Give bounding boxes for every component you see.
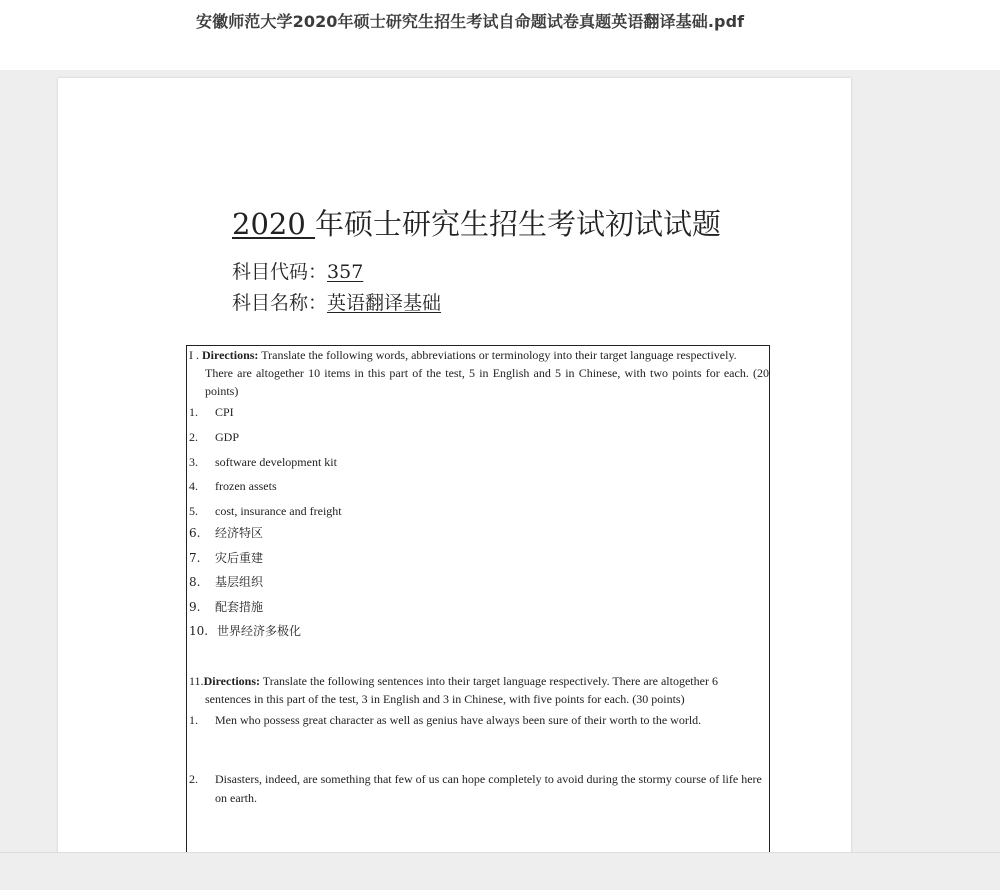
list-item — [189, 770, 767, 808]
item-number: 6. — [189, 526, 201, 540]
heading-text: 年硕士研究生招生考试初试试题 — [315, 207, 722, 241]
list-item — [189, 573, 767, 592]
title-bar — [0, 0, 1000, 70]
list-item — [189, 428, 767, 447]
item-number: 1. — [189, 713, 198, 727]
document-heading — [232, 202, 721, 243]
section2-directions-line2: sentences in this part of the test, 3 in English and 3 in Chinese, with five points for each. (30 points) — [205, 692, 685, 706]
list-item — [189, 403, 767, 422]
item-text: 基层组织 — [215, 575, 264, 589]
section2-directions-line1: Translate the following sentences into their target language respectively. There are altogether 6 — [260, 674, 718, 688]
item-text: Men who possess great character as well as genius have always been sure of their worth to the world. — [215, 713, 702, 727]
section1-directions — [189, 346, 769, 400]
pdf-viewer[interactable] — [0, 70, 1000, 852]
subject-code-label: 科目代码： — [232, 261, 328, 283]
list-item — [189, 549, 767, 568]
pdf-page — [58, 78, 851, 852]
item-number: 8. — [189, 575, 201, 589]
item-number: 1. — [189, 405, 198, 419]
list-item — [189, 477, 767, 496]
subject-code-value: 357 — [327, 261, 364, 283]
section1-directions-label: Directions: — [202, 348, 259, 362]
section1-directions-line1: Translate the following words, abbreviations or terminology into their target language respectively. — [258, 348, 737, 362]
subject-name — [232, 288, 441, 315]
heading-year: 2020 — [232, 207, 316, 241]
item-text: 经济特区 — [215, 526, 264, 540]
item-number: 5. — [189, 504, 198, 518]
item-number: 2. — [189, 772, 198, 786]
bottom-bar — [0, 852, 1000, 890]
subject-name-value: 英语翻译基础 — [327, 292, 442, 314]
item-number: 9. — [189, 600, 201, 614]
item-text: 世界经济多极化 — [217, 624, 302, 638]
subject-name-label: 科目名称： — [232, 292, 328, 314]
list-item — [189, 453, 767, 472]
section2-directions-label: Directions: — [203, 674, 260, 688]
item-text: 灾后重建 — [215, 551, 264, 565]
section2-directions — [189, 672, 769, 708]
item-text: Disasters, indeed, are something that few of us can hope completely to avoid during the stormy course of life here on earth. — [215, 772, 762, 805]
section1-prefix: I . — [189, 348, 202, 362]
item-text: GDP — [215, 430, 240, 444]
list-item — [189, 502, 767, 521]
list-item — [189, 711, 767, 730]
item-text: 配套措施 — [215, 600, 264, 614]
section1-directions-line2: There are altogether 10 items in this part of the test, 5 in English and 5 in Chinese, with two points for each. (20 points) — [205, 366, 769, 398]
item-text: software development kit — [215, 455, 337, 469]
section2-prefix: 11. — [189, 674, 204, 688]
item-number: 2. — [189, 430, 198, 444]
question-box — [186, 345, 770, 852]
item-number: 7. — [189, 551, 201, 565]
item-text: CPI — [215, 405, 234, 419]
list-item — [189, 524, 767, 543]
list-item — [189, 598, 767, 617]
item-number: 4. — [189, 479, 198, 493]
file-title: 安徽师范大学2020年硕士研究生招生考试自命题试卷真题英语翻译基础.pdf — [196, 12, 745, 31]
item-text: frozen assets — [215, 479, 277, 493]
list-item — [189, 622, 767, 641]
item-text: cost, insurance and freight — [215, 504, 342, 518]
item-number: 10. — [189, 624, 209, 638]
item-number: 3. — [189, 455, 198, 469]
subject-code — [232, 257, 363, 284]
